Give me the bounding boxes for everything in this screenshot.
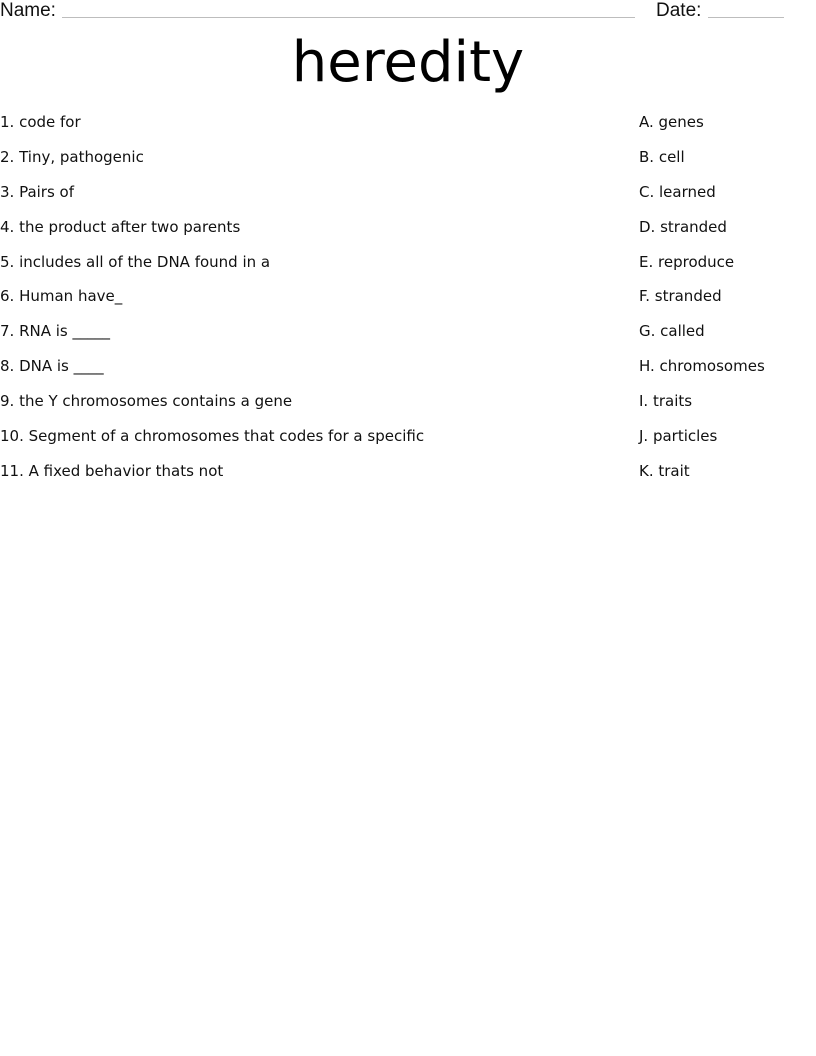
clue-item: 1. code for <box>0 113 81 131</box>
clue-item: 7. RNA is _____ <box>0 322 111 341</box>
answer-item: J. particles <box>639 427 718 446</box>
clue-item: 5. includes all of the DNA found in a <box>0 252 271 271</box>
worksheet-header <box>0 0 816 24</box>
answer-item: I. traits <box>639 392 693 411</box>
date-blank-line <box>708 17 784 18</box>
answer-item: G. called <box>639 322 705 341</box>
clue-list <box>0 112 600 496</box>
page-title: heredity <box>291 30 525 95</box>
date-label: Date: <box>656 0 702 21</box>
clue-item: 8. DNA is ____ <box>0 357 104 376</box>
answer-item: H. chromosomes <box>639 357 765 376</box>
clue-item: 4. the product after two parents <box>0 217 241 236</box>
clue-item: 9. the Y chromosomes contains a gene <box>0 392 293 411</box>
clue-item: 6. Human have_ <box>0 287 123 306</box>
answer-item: C. learned <box>639 182 716 201</box>
answer-item: E. reproduce <box>639 252 735 271</box>
name-label: Name: <box>0 0 56 21</box>
answer-item: A. genes <box>639 113 704 131</box>
name-blank-line <box>62 17 635 18</box>
clue-item: 10. Segment of a chromosomes that codes for a specific <box>0 427 425 446</box>
clue-item: 3. Pairs of <box>0 182 75 201</box>
clue-item: 11. A fixed behavior thats not <box>0 461 224 480</box>
answer-item: B. cell <box>639 147 685 166</box>
answer-item: D. stranded <box>639 217 727 236</box>
answer-item: K. trait <box>639 461 690 480</box>
answer-list <box>639 112 809 496</box>
answer-item: F. stranded <box>639 287 722 306</box>
clue-item: 2. Tiny, pathogenic <box>0 147 144 166</box>
